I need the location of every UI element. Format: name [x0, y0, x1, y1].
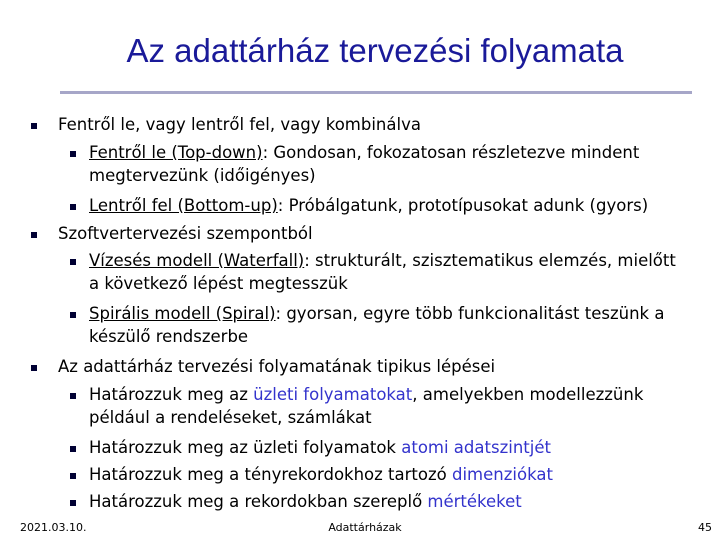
text-step1-pre: Határozzuk meg az — [89, 385, 254, 404]
sub-bullet-measures — [89, 490, 689, 513]
text-step4-pre: Határozzuk meg a rekordokban szereplő — [89, 492, 428, 511]
term-top-down: Fentről le (Top-down) — [89, 143, 263, 162]
text-step2-pre: Határozzuk meg az üzleti folyamatok — [89, 438, 402, 457]
sub-bullet-business-process — [89, 383, 689, 429]
text-bottom-up: : Próbálgatunk, prototípusokat adunk (gyors) — [277, 196, 649, 215]
sub-bullet-dimensions — [89, 463, 689, 486]
bullet-marker — [31, 232, 37, 238]
sub-bullet-atomic-level — [89, 436, 689, 459]
sub-bullet-bottom-up — [89, 194, 689, 217]
bullet-marker — [31, 365, 37, 371]
sub-bullet-marker — [70, 259, 76, 265]
highlight-business-process: üzleti folyamatokat — [253, 385, 413, 404]
bullet-marker — [31, 123, 37, 129]
sub-bullet-marker — [70, 446, 76, 452]
term-bottom-up: Lentről fel (Bottom-up) — [89, 196, 278, 215]
text-step3-pre: Határozzuk meg a tényrekordokhoz tartozó — [89, 465, 452, 484]
text-step1-post: , amelyekben modellezzünk például a rendeléseket, számlákat — [89, 385, 644, 427]
text-waterfall: : strukturált, szisztematikus elemzés, mielőtt a következő lépést megtesszük — [89, 251, 676, 293]
sub-bullet-marker — [70, 500, 76, 506]
bullet-top-down-bottom-up: Fentről le, vagy lentről fel, vagy kombinálva — [58, 115, 421, 134]
highlight-dimensions: dimenziókat — [451, 465, 553, 484]
footer-page-number: 45 — [698, 521, 712, 534]
text-top-down: : Gondosan, fokozatosan részletezve mindent megtervezünk (időigényes) — [89, 143, 640, 185]
sub-bullet-marker — [70, 312, 76, 318]
sub-bullet-waterfall — [89, 249, 689, 295]
bullet-design-steps: Az adattárház tervezési folyamatának tipikus lépései — [58, 357, 496, 376]
highlight-measures: mértékeket — [427, 492, 522, 511]
slide-title: Az adattárház tervezési folyamata — [126, 32, 624, 69]
term-waterfall: Vízesés modell (Waterfall) — [89, 251, 305, 270]
title-divider — [60, 91, 692, 94]
term-spiral: Spirális modell (Spiral) — [89, 304, 276, 323]
highlight-atomic-level: atomi adatszintjét — [401, 438, 551, 457]
sub-bullet-marker — [70, 151, 76, 157]
sub-bullet-marker — [70, 204, 76, 210]
footer-date: 2021.03.10. — [20, 521, 87, 534]
sub-bullet-marker — [70, 473, 76, 479]
text-spiral: : gyorsan, egyre több funkcionalitást teszünk a készülő rendszerbe — [89, 304, 665, 346]
sub-bullet-spiral — [89, 302, 689, 348]
sub-bullet-top-down — [89, 141, 689, 187]
footer-course-title: Adattárházak — [328, 521, 402, 534]
bullet-software-design: Szoftvertervezési szempontból — [58, 224, 313, 243]
sub-bullet-marker — [70, 393, 76, 399]
